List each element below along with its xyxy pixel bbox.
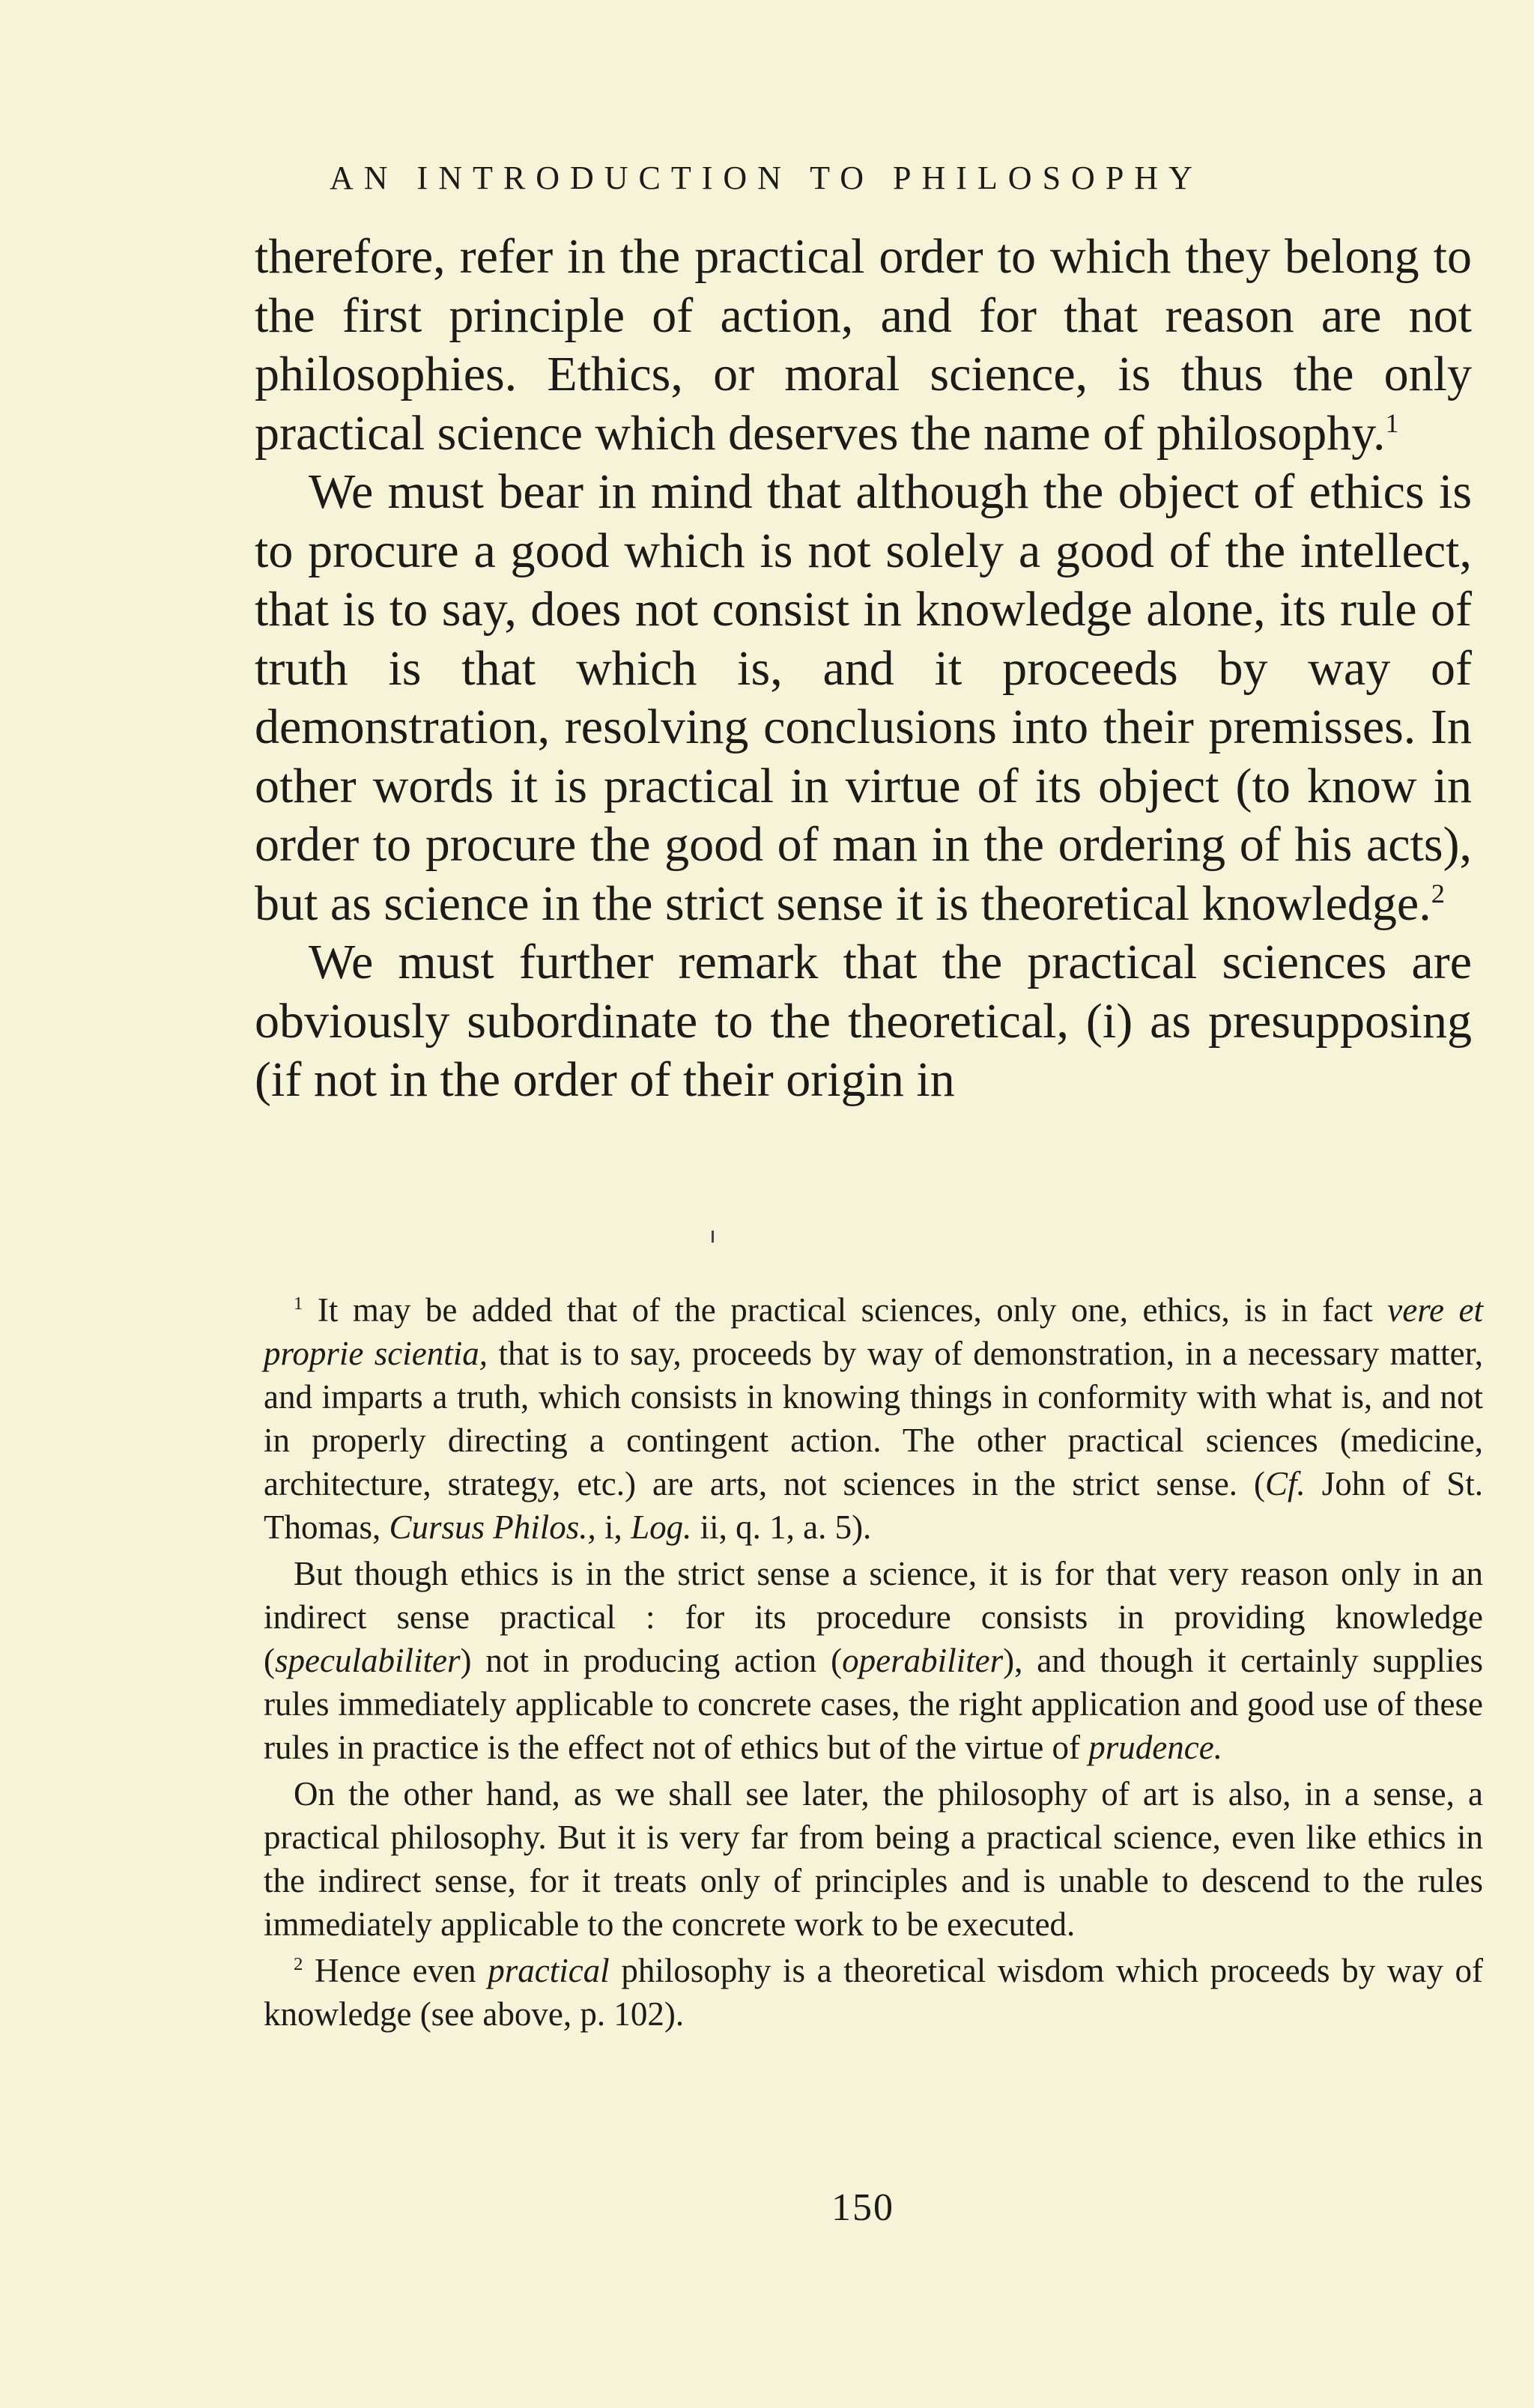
print-mark [712,1231,714,1243]
paragraph-2: We must bear in mind that although the object of ethics is to procure a good which is not solely a good of the intellect, that is to say, does not consist in knowledge alone, its rule of truth is that which is, and it proceeds by way of demonstration, resolving conclusions into their premisses. In other words it is practical in virtue of its object (to know in order to procure the good of man in the ordering of his acts), but as science in the strict sense it is theoretical knowledge.$^2$ [255,464,1472,931]
footnote-mark-2: 2 [294,1954,303,1974]
footnote-ref-2: 2 [1431,878,1445,909]
footnotes [264,1288,1483,2036]
main-text [255,228,1472,1110]
paragraph-3: We must further remark that the practical sciences are obviously subordinate to the theoretical, (i) as presupposing (if not in the order of their origin in [255,935,1472,1107]
footnote-ref-1: 1 [1385,407,1399,438]
footnote-mark-1: 1 [294,1294,303,1314]
footnote-1-continued: But though ethics is in the strict sense a science, it is for that very reason only in an indirect sense practical : for its procedure consists in providing knowledge (speculabiliter) not in producing action (operabiliter), and though it certainly supplies rules immediately applicable to concrete cases, the right application and good use of these rules in practice is the effect not of ethics but of the virtue of prudence. [264,1555,1483,1766]
running-head: AN INTRODUCTION TO PHILOSOPHY [330,160,1203,196]
footnote-1: $^1$ It may be added that of the practical sciences, only one, ethics, is in fact vere et proprie scientia, that is to say, proceeds by way of demonstration, in a necessary matter, and imparts a truth, which consists in knowing things in conformity with what is, and not in properly directing a contingent action. The other practical sciences (medicine, architecture, strategy, etc.) are arts, not sciences in the strict sense. (Cf. John of St. Thomas, Cursus Philos., i, Log. ii, q. 1, a. 5). [264,1291,1483,1546]
page-number: 150 [831,2186,894,2229]
paragraph-1: therefore, refer in the practical order to which they belong to the first principle of action, and for that reason are not philosophies. Ethics, or moral science, is thus the only practical science which deserves the name of philosophy.$^1$ [255,229,1472,461]
footnote-2: $^2$ Hence even practical philosophy is a theoretical wisdom which proceeds by way of knowledge (see above, p. 102). [264,1952,1483,2033]
footnote-1-art: On the other hand, as we shall see later, the philosophy of art is also, in a sense, a practical philosophy. But it is very far from being a practical science, even like ethics in the indirect sense, for it treats only of principles and is unable to descend to the rules immediately applicable to the concrete work to be executed. [264,1775,1483,1943]
